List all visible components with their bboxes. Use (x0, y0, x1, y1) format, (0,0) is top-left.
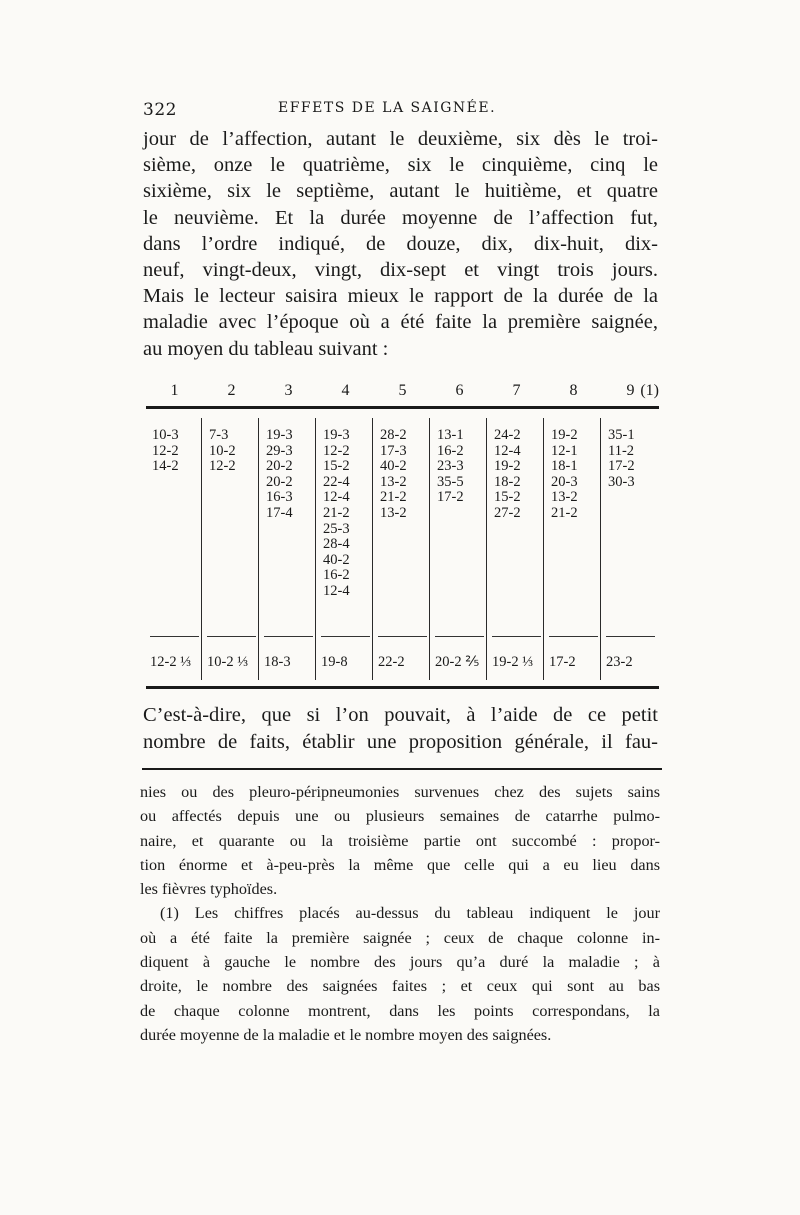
table-cell: 20-2 (266, 458, 293, 475)
body-line: sième, onze le quatrième, six le cinquième, cinq le (143, 154, 658, 177)
table-cell: 7-3 (209, 427, 229, 443)
table-cell: 16-2 (323, 567, 350, 584)
body-line: jour de l’affection, autant le deuxième, six dès le troi- (143, 128, 658, 150)
average-separator (606, 636, 655, 637)
table-bottom-rule (146, 686, 659, 689)
page-number: 322 (143, 100, 177, 120)
footnote-line: nies ou des pleuro-péripneumonies survenues chez des sujets sains (140, 783, 660, 801)
body-line: C’est-à-dire, que si l’on pouvait, à l’aide de ce petit (143, 704, 658, 726)
table-column (551, 428, 578, 522)
body-line: nombre de faits, établir une proposition générale, il fau- (143, 731, 658, 753)
column-day-label: 4 (341, 382, 350, 399)
column-day-label: 1 (170, 382, 179, 399)
table-cell: 18-2 (494, 473, 521, 490)
column-divider (486, 418, 487, 680)
table-cell: 17-4 (266, 504, 293, 521)
body-line: Mais le lecteur saisira mieux le rapport de la durée de la (143, 285, 658, 308)
table-cell: 16-3 (266, 489, 293, 506)
table-cell: 20-3 (551, 473, 578, 490)
table-cell: 28-4 (323, 536, 350, 553)
table-cell: 13-1 (437, 427, 464, 443)
table-cell: 11-2 (608, 442, 635, 459)
table-column (437, 428, 464, 506)
average-separator (264, 636, 313, 637)
table-cell: 13-2 (380, 473, 407, 490)
table-cell: 40-2 (380, 458, 407, 475)
table-cell: 40-2 (323, 551, 350, 568)
average-separator (549, 636, 598, 637)
average-separator (150, 636, 199, 637)
footnote-line: où a été faite la première saignée ; ceux de chaque colonne in- (140, 928, 660, 947)
table-cell: 16-2 (437, 442, 464, 459)
column-average: 19-2 ⅓ (492, 654, 534, 670)
table-cell: 35-1 (608, 427, 635, 443)
column-divider (258, 418, 259, 680)
table-column (494, 428, 521, 522)
table-cell: 10-3 (152, 427, 179, 443)
table-cell: 13-2 (380, 504, 407, 521)
table-cell: 18-1 (551, 458, 578, 475)
column-average: 12-2 ⅓ (150, 654, 192, 670)
column-day-label: 7 (512, 382, 521, 399)
body-line: sixième, six le septième, autant le huitième, et quatre (143, 180, 658, 203)
average-separator (492, 636, 541, 637)
table-column (266, 428, 293, 522)
table-cell: 12-2 (323, 442, 350, 459)
footnote-line: diquent à gauche le nombre des jours qu’a duré la maladie ; à (140, 953, 660, 972)
column-divider (429, 418, 430, 680)
table-column (608, 428, 635, 490)
table-cell: 12-2 (152, 442, 179, 459)
table-cell: 28-2 (380, 427, 407, 443)
table-cell: 10-2 (209, 442, 236, 459)
table-column (380, 428, 407, 522)
table-column (152, 428, 179, 475)
column-average: 19-8 (321, 654, 348, 670)
footnote-line: durée moyenne de la maladie et le nombre moyen des saignées. (140, 1025, 552, 1044)
table-cell: 15-2 (494, 489, 521, 506)
column-divider (315, 418, 316, 680)
running-title: EFFETS DE LA SAIGNÉE. (278, 100, 497, 116)
body-line: maladie avec l’époque où a été faite la première saignée, (143, 311, 658, 334)
table-cell: 14-2 (152, 458, 179, 475)
footnote-line: de chaque colonne montrent, dans les points correspondans, la (140, 1001, 660, 1020)
footnotes (140, 780, 660, 1047)
table-top-rule (146, 406, 659, 409)
body-line: neuf, vingt-deux, vingt, dix-sept et vingt trois jours. (143, 259, 658, 282)
column-day-label: 5 (398, 382, 407, 399)
table-cell: 12-4 (323, 489, 350, 506)
footnote-line: tion énorme et à-peu-près la même que celle qui a eu lieu dans (140, 855, 660, 874)
table-cell: 17-2 (608, 458, 635, 475)
body-line: dans l’ordre indiqué, de douze, dix, dix-huit, dix- (143, 232, 658, 255)
table-column (323, 428, 350, 600)
body-line: le neuvième. Et la durée moyenne de l’affection fut, (143, 206, 658, 229)
table-note-mark: (1) (640, 382, 659, 399)
table-cell: 21-2 (323, 504, 350, 521)
table-header-row (146, 378, 659, 404)
table-cell: 27-2 (494, 504, 521, 521)
table-cell: 17-2 (437, 489, 464, 506)
footnote-rule (142, 768, 662, 770)
table-cell: 19-2 (551, 427, 578, 443)
table-cell: 15-2 (323, 458, 350, 475)
column-average: 18-3 (264, 654, 291, 670)
table-column (209, 428, 236, 475)
average-separator (435, 636, 484, 637)
footnote-line: les fièvres typhoïdes. (140, 880, 278, 899)
table-cell: 12-2 (209, 458, 236, 475)
average-separator (207, 636, 256, 637)
bleeding-table (146, 378, 659, 690)
column-average: 22-2 (378, 654, 405, 670)
continuation-paragraph (143, 702, 658, 756)
column-day-label: 3 (284, 382, 293, 399)
footnote-line: droite, le nombre des saignées faites ; et ceux qui sont au bas (140, 977, 660, 996)
column-day-label: 9 (626, 382, 635, 399)
column-average: 17-2 (549, 654, 576, 670)
table-cell: 12-4 (494, 442, 521, 459)
table-cell: 21-2 (551, 504, 578, 521)
average-separator (378, 636, 427, 637)
body-line: au moyen du tableau suivant : (143, 337, 389, 360)
column-divider (372, 418, 373, 680)
table-cell: 29-3 (266, 442, 293, 459)
table-cell: 17-3 (380, 442, 407, 459)
table-cell: 25-3 (323, 520, 350, 537)
column-average: 10-2 ⅓ (207, 654, 249, 670)
table-cell: 19-3 (323, 427, 350, 443)
column-day-label: 6 (455, 382, 464, 399)
footnote-line: naire, et quarante ou la troisième partie ont succombé : propor- (140, 831, 660, 850)
column-average: 20-2 ⅖ (435, 654, 480, 670)
column-divider (543, 418, 544, 680)
average-separator (321, 636, 370, 637)
table-cell: 35-5 (437, 473, 464, 490)
column-divider (600, 418, 601, 680)
table-cell: 13-2 (551, 489, 578, 506)
table-cell: 19-3 (266, 427, 293, 443)
column-day-label: 8 (569, 382, 578, 399)
table-cell: 30-3 (608, 473, 635, 490)
table-cell: 22-4 (323, 473, 350, 490)
column-average: 23-2 (606, 654, 633, 670)
table-cell: 20-2 (266, 473, 293, 490)
footnote-line: ou affectés depuis une ou plusieurs semaines de catarrhe pulmo- (140, 807, 660, 826)
table-cell: 24-2 (494, 427, 521, 443)
table-cell: 23-3 (437, 458, 464, 475)
table-cell: 12-4 (323, 582, 350, 599)
table-cell: 19-2 (494, 458, 521, 475)
column-divider (201, 418, 202, 680)
column-day-label: 2 (227, 382, 236, 399)
footnote-line: (1) Les chiffres placés au-dessus du tableau indiquent le jour (160, 904, 660, 923)
table-cell: 12-1 (551, 442, 578, 459)
body-paragraph (143, 126, 658, 362)
table-cell: 21-2 (380, 489, 407, 506)
